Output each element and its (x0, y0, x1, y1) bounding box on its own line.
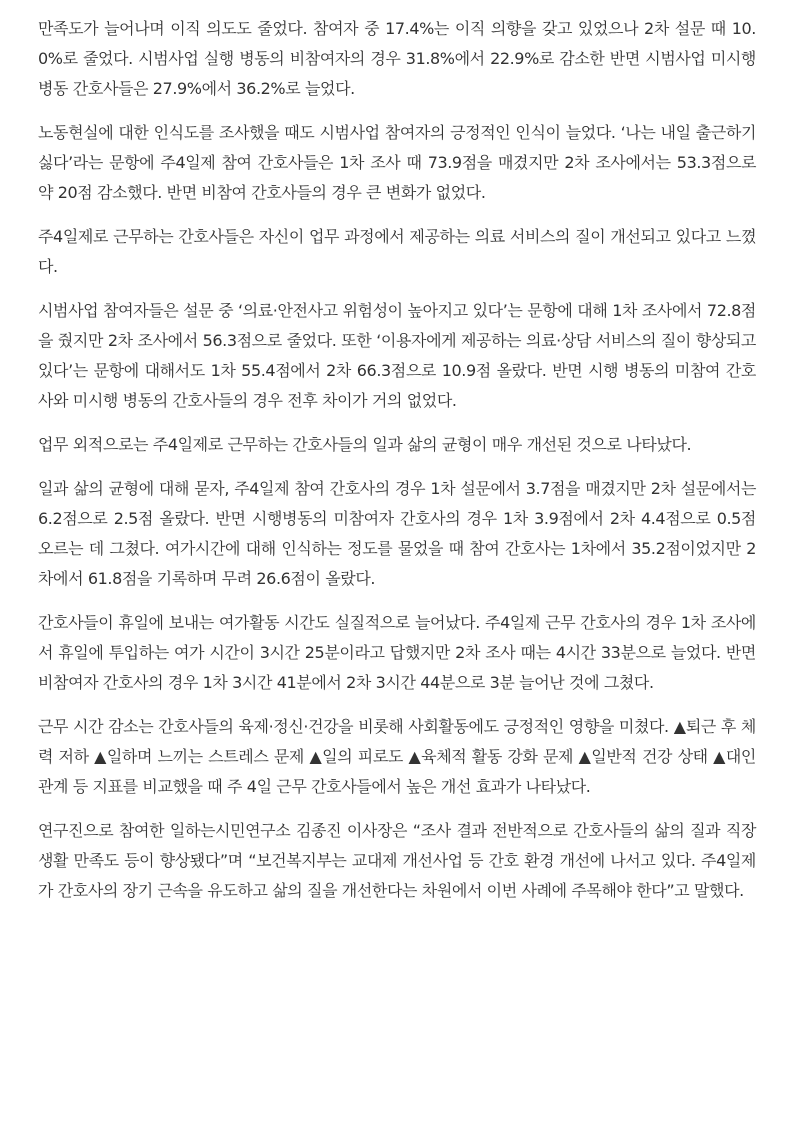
paragraph-work-perception: 노동현실에 대한 인식도를 조사했을 때도 시범사업 참여자의 긍정적인 인식이 늘었다. ‘나는 내일 출근하기 싫다’라는 문항에 주4일제 참여 간호사들은 1차 조사 때 73.9점을 매겼지만 2차 조사에서는 53.3점으로 약 20점 감소했다. 반면 비참여 간호사들의 경우 큰 변화가 없었다. (38, 123, 756, 202)
paragraph-turnover: 만족도가 늘어나며 이직 의도도 줄었다. 참여자 중 17.4%는 이직 의향을 갖고 있었으나 2차 설문 때 10.0%로 줄었다. 시범사업 실행 병동의 비참여자의 경우 31.8%에서 22.9%로 감소한 반면 시범사업 미시행 병동 간호사들은 27.9%에서 36.2%로 늘었다. (38, 19, 756, 98)
paragraph-work-life: 업무 외적으로는 주4일제로 근무하는 간호사들의 일과 삶의 균형이 매우 개선된 것으로 나타났다. (38, 435, 692, 454)
paragraph-service-quality: 주4일제로 근무하는 간호사들은 자신이 업무 과정에서 제공하는 의료 서비스의 질이 개선되고 있다고 느꼈다. (38, 227, 756, 276)
article-body (38, 14, 756, 920)
paragraph-researcher-quote: 연구진으로 참여한 일하는시민연구소 김종진 이사장은 “조사 결과 전반적으로 간호사들의 삶의 질과 직장 생활 만족도 등이 향상됐다”며 “보건복지부는 교대제 개선사업 등 간호 환경 개선에 나서고 있다. 주4일제가 간호사의 장기 근속을 유도하고 삶의 질을 개선한다는 차원에서 이번 사례에 주목해야 한다”고 말했다. (38, 821, 756, 900)
paragraph-safety-survey: 시범사업 참여자들은 설문 중 ‘의료·안전사고 위험성이 높아지고 있다’는 문항에 대해 1차 조사에서 72.8점을 줬지만 2차 조사에서 56.3점으로 줄었다. 또한 ‘이용자에게 제공하는 의료·상담 서비스의 질이 향상되고 있다’는 문항에 대해서도 1차 55.4점에서 2차 66.3점으로 10.9점 올랐다. 반면 시행 병동의 미참여 간호사와 미시행 병동의 간호사들의 경우 전후 차이가 거의 없었다. (38, 301, 756, 410)
paragraph-balance-scores: 일과 삶의 균형에 대해 묻자, 주4일제 참여 간호사의 경우 1차 설문에서 3.7점을 매겼지만 2차 설문에서는 6.2점으로 2.5점 올랐다. 반면 시행병동의 미참여자 간호사의 경우 1차 3.9점에서 2차 4.4점으로 0.5점 오르는 데 그쳤다. 여가시간에 대해 인식하는 정도를 물었을 때 참여 간호사는 1차에서 35.2점이었지만 2차에서 61.8점을 기록하며 무려 26.6점이 올랐다. (38, 479, 756, 588)
paragraph-health-effects: 근무 시간 감소는 간호사들의 육제·정신·건강을 비롯해 사회활동에도 긍정적인 영향을 미쳤다. ▲퇴근 후 체력 저하 ▲일하며 느끼는 스트레스 문제 ▲일의 피로도 ▲육체적 활동 강화 문제 ▲일반적 건강 상태 ▲대인 관계 등 지표를 비교했을 때 주 4일 근무 간호사들에서 높은 개선 효과가 나타났다. (38, 717, 756, 796)
paragraph-leisure-time: 간호사들이 휴일에 보내는 여가활동 시간도 실질적으로 늘어났다. 주4일제 근무 간호사의 경우 1차 조사에서 휴일에 투입하는 여가 시간이 3시간 25분이라고 답했지만 2차 조사 때는 4시간 33분으로 늘었다. 반면 비참여자 간호사의 경우 1차 3시간 41분에서 2차 3시간 44분으로 3분 늘어난 것에 그쳤다. (38, 613, 756, 692)
